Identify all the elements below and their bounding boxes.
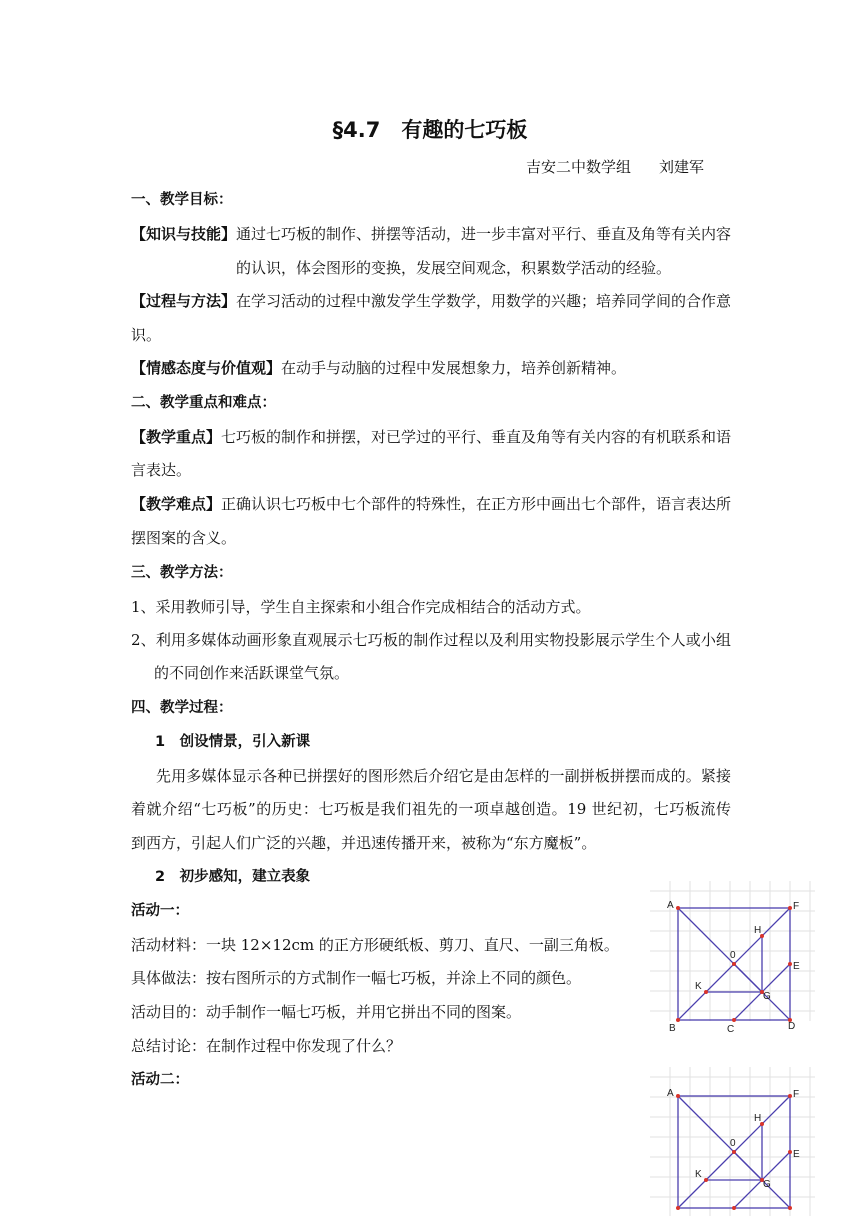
- keypoint-focus-text: 七巧板的制作和拼摆，对已学过的平行、垂直及角等有关内容的有机联系和语: [221, 428, 732, 446]
- keypoint-difficulty-line2: 摆图案的含义。: [131, 529, 237, 547]
- author-group: 吉安二中数学组: [525, 158, 631, 176]
- goal-knowledge-line1: [131, 224, 731, 244]
- goal-emotion-label: 【情感态度与价值观】: [131, 359, 282, 377]
- activity-method: 具体做法：按右图所示的方式制作一幅七巧板，并涂上不同的颜色。: [131, 969, 582, 987]
- keypoint-focus-line1: [131, 427, 731, 447]
- goal-emotion-line: [131, 358, 626, 378]
- label-E: E: [793, 961, 800, 972]
- label-B: B: [669, 1023, 676, 1034]
- label-A: A: [667, 900, 674, 911]
- goal-process-line1: [131, 291, 731, 311]
- section-heading-process: 四、教学过程：: [131, 700, 233, 716]
- activity-discussion: 总结讨论：在制作过程中你发现了什么？: [131, 1037, 402, 1055]
- activity-2-heading: 活动二：: [131, 1072, 189, 1088]
- keypoint-difficulty-label: 【教学难点】: [131, 495, 222, 513]
- label-H: H: [754, 1113, 762, 1124]
- goal-knowledge-label: 【知识与技能】: [131, 225, 237, 243]
- process-step-2: 2 初步感知，建立表象: [155, 869, 311, 885]
- method-item-2-line2: 的不同创作来活跃课堂气氛。: [154, 664, 350, 682]
- activity-purpose: 活动目的：动手制作一幅七巧板，并用它拼出不同的图案。: [131, 1003, 522, 1021]
- tangram-figure-2: [650, 1067, 815, 1216]
- label-A: A: [667, 1088, 674, 1099]
- method-item-2-line1: 2、利用多媒体动画形象直观展示七巧板的制作过程以及利用实物投影展示学生个人或小组: [131, 631, 731, 649]
- section-heading-methods: 三、教学方法：: [131, 565, 233, 581]
- label-H: H: [754, 925, 762, 936]
- goal-knowledge-text: 通过七巧板的制作、拼摆等活动，进一步丰富对平行、垂直及角等有关内容: [236, 225, 732, 243]
- process-para-line2: 着就介绍“七巧板”的历史：七巧板是我们祖先的一项卓越创造。19 世纪初，七巧板流传: [131, 800, 731, 818]
- keypoint-focus-label: 【教学重点】: [131, 428, 222, 446]
- method-item-1: 1、采用教师引导，学生自主探索和小组合作完成相结合的活动方式。: [131, 598, 591, 616]
- section-heading-goals: 一、教学目标：: [131, 192, 233, 208]
- goal-knowledge-line2: 的认识，体会图形的变换，发展空间观念，积累数学活动的经验。: [236, 259, 672, 277]
- author-line: [526, 156, 704, 177]
- label-G: G: [763, 1179, 771, 1190]
- process-step-1: 1 创设情景，引入新课: [155, 734, 311, 750]
- label-F: F: [793, 1089, 800, 1100]
- goal-process-text: 在学习活动的过程中激发学生学数学，用数学的兴趣；培养同学间的合作意: [236, 292, 732, 310]
- keypoint-difficulty-text: 正确认识七巧板中七个部件的特殊性，在正方形中画出七个部件，语言表达所: [221, 495, 732, 513]
- label-F: F: [793, 901, 800, 912]
- page-title: §4.7 有趣的七巧板: [332, 118, 528, 142]
- keypoint-focus-line2: 言表达。: [131, 461, 192, 479]
- goal-process-line2: 识。: [131, 326, 162, 344]
- label-C: C: [727, 1024, 735, 1035]
- label-K: K: [695, 981, 702, 992]
- section-heading-keypoints: 二、教学重点和难点：: [131, 395, 276, 411]
- activity-1-heading: 活动一：: [131, 903, 189, 919]
- process-para-line1: 先用多媒体显示各种已拼摆好的图形然后介绍它是由怎样的一副拼板拼摆而成的。紧接: [156, 767, 731, 785]
- tangram-figure-1: [650, 881, 815, 1035]
- goal-process-label: 【过程与方法】: [131, 292, 237, 310]
- label-K: K: [695, 1169, 702, 1180]
- label-D: D: [788, 1021, 796, 1032]
- label-O: 0: [730, 1138, 736, 1149]
- label-E: E: [793, 1149, 800, 1160]
- label-G: G: [763, 991, 771, 1002]
- process-para-line3: 到西方，引起人们广泛的兴趣，并迅速传播开来，被称为“东方魔板”。: [131, 834, 597, 852]
- author-name: 刘建军: [658, 158, 704, 176]
- goal-emotion-text: 在动手与动脑的过程中发展想象力，培养创新精神。: [281, 359, 627, 377]
- activity-materials: 活动材料：一块 12×12cm 的正方形硬纸板、剪刀、直尺、一副三角板。: [131, 936, 619, 954]
- keypoint-difficulty-line1: [131, 494, 731, 514]
- label-O: 0: [730, 950, 736, 961]
